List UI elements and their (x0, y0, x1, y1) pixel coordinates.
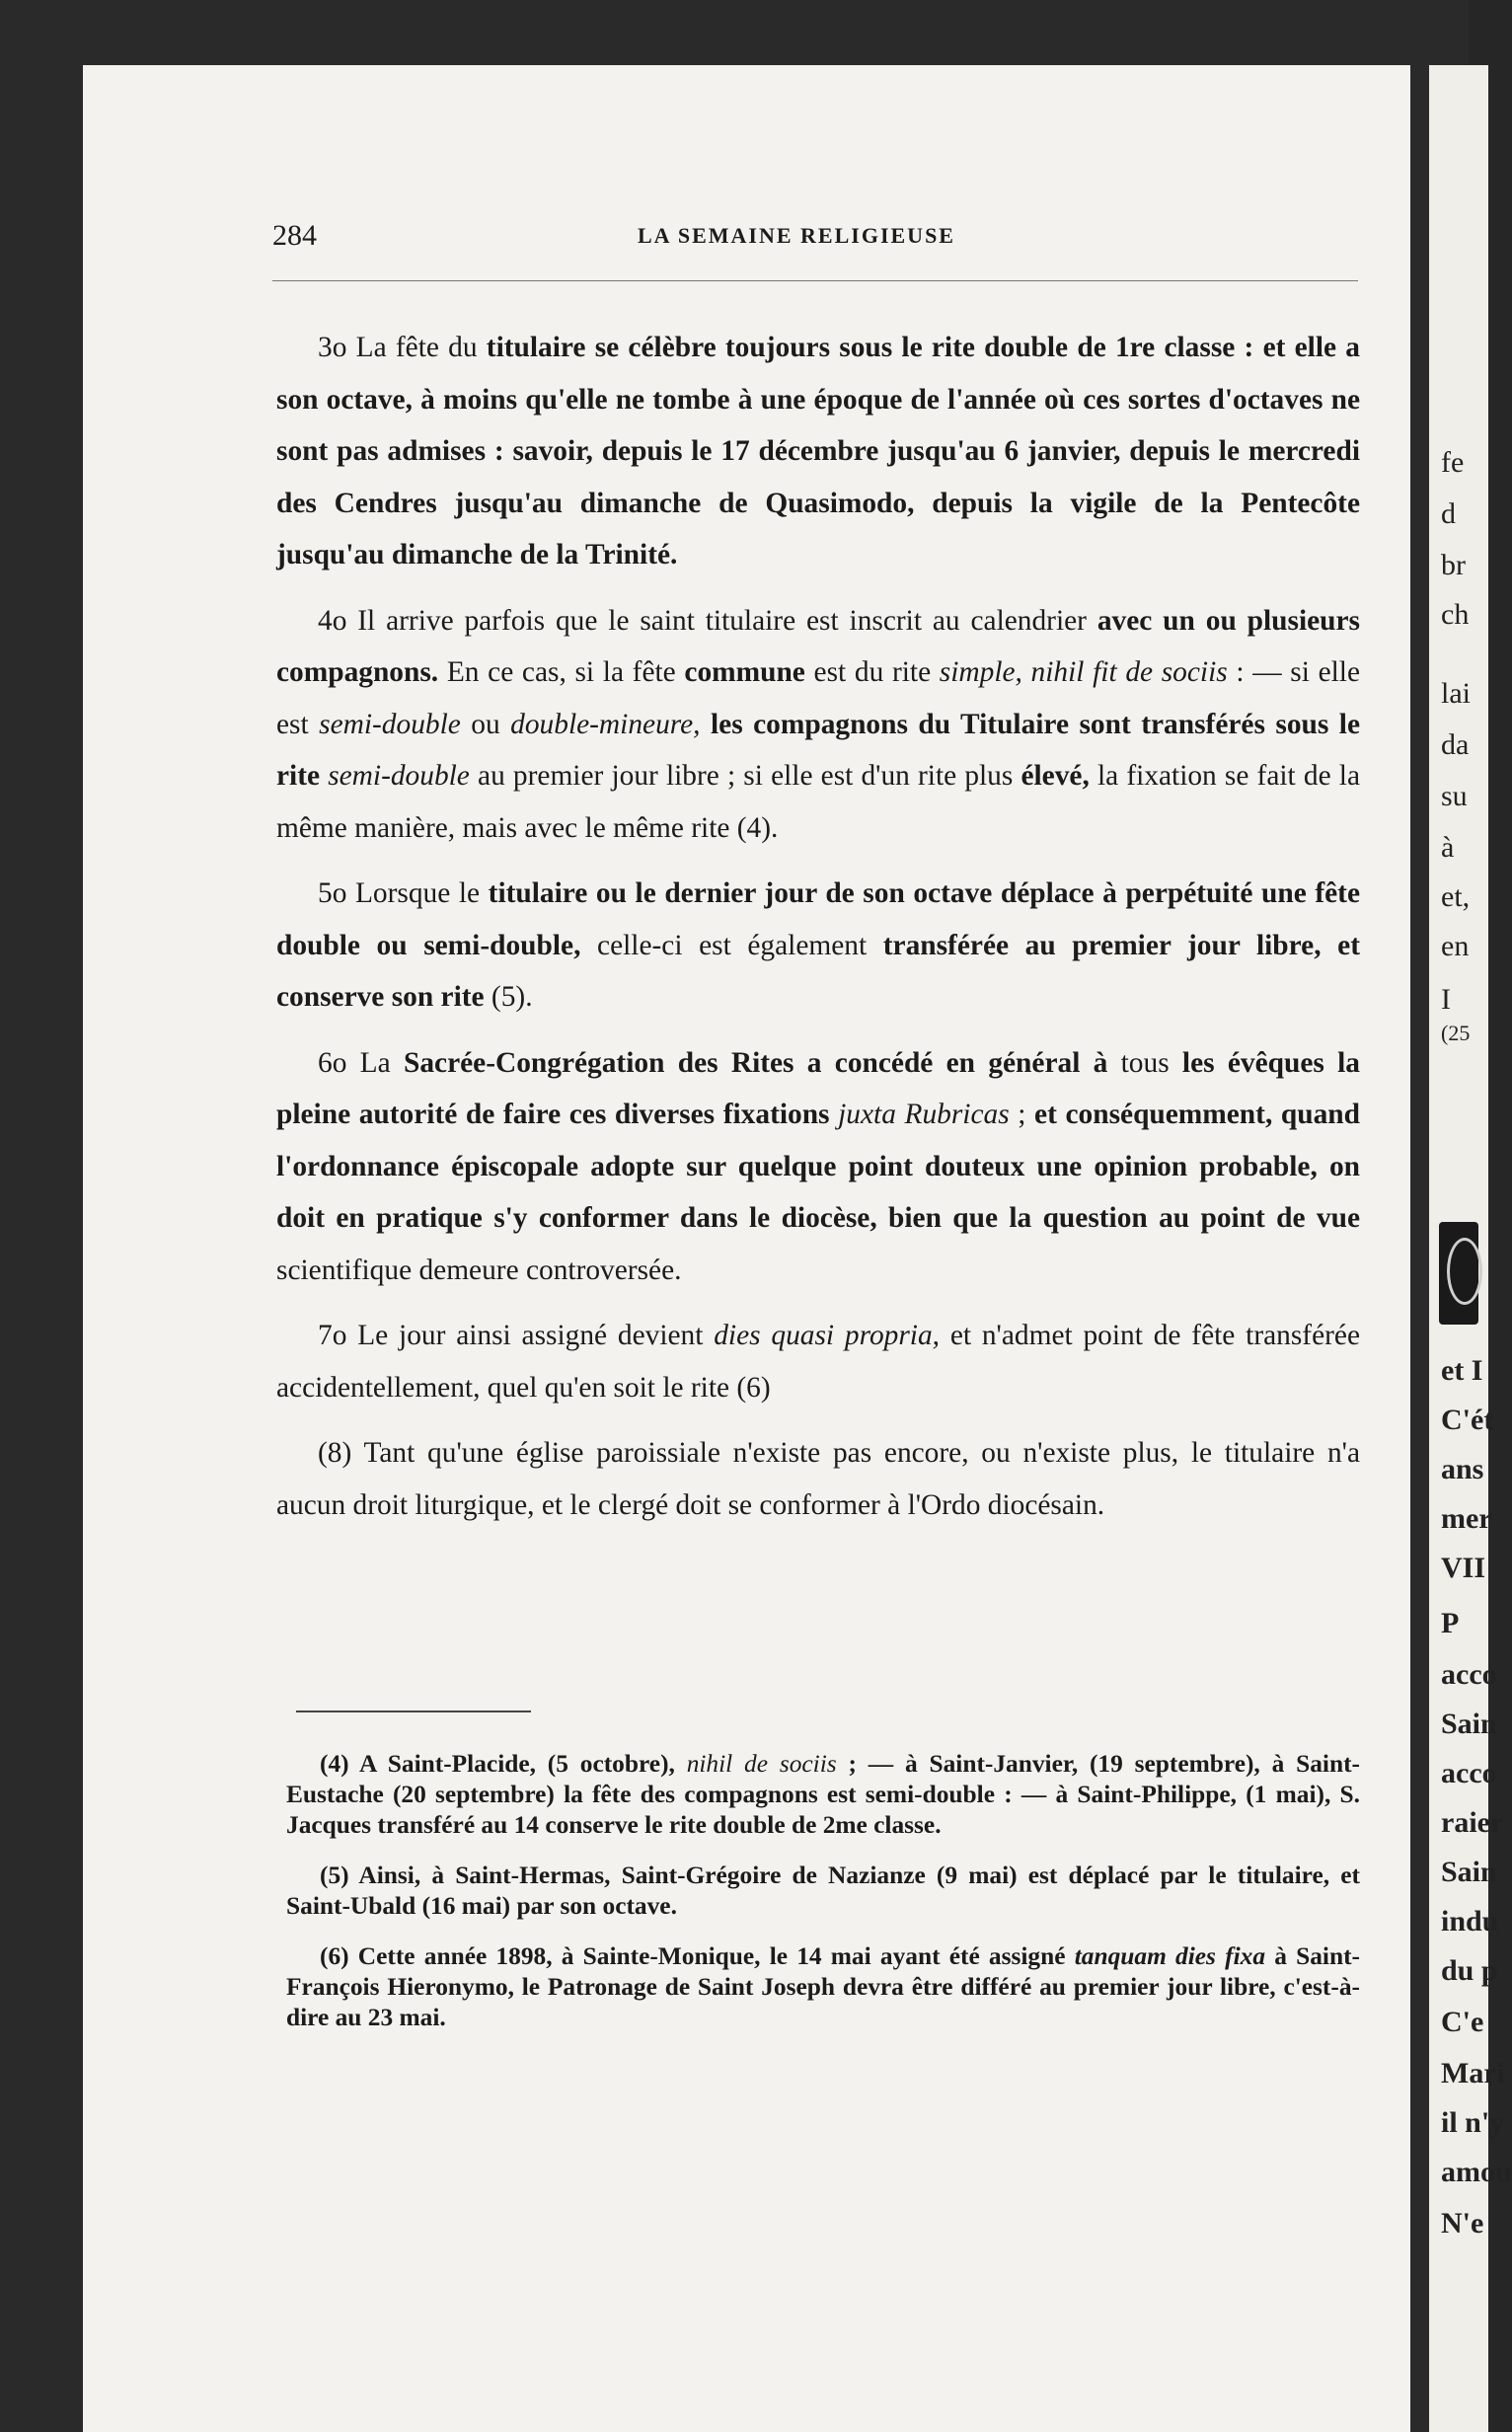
text-run: 6o La (318, 1046, 404, 1079)
text-run: ou (460, 708, 511, 740)
adjacent-fragment: fe (1441, 446, 1465, 479)
adjacent-fragment: su (1441, 780, 1468, 812)
text-run-bold: Sacrée-Congrégation des Rites a concédé en général à (403, 1046, 1108, 1079)
adjacent-fragment: ch (1441, 598, 1470, 631)
adjacent-fragment: lai (1441, 677, 1471, 710)
text-run: : — si elle est (276, 656, 1361, 740)
text-run-italic: double-mineure, (510, 708, 701, 740)
text-run-italic: juxta Rubricas (829, 1099, 1010, 1130)
text-run-italic: nihil de sociis (686, 1750, 837, 1778)
adjacent-fragment: Mari (1441, 2057, 1505, 2090)
text-run: 4o Il arrive parfois que le saint titulaire est inscrit au calendrier (318, 604, 1097, 637)
text-run: la fixation se fait de la même manière, mais avec le même rite (4). (276, 760, 1360, 844)
paragraph-5 (276, 868, 1360, 1024)
adjacent-fragment: Sain (1441, 1856, 1497, 1888)
paragraph-4 (276, 595, 1360, 855)
running-head (272, 219, 1362, 263)
text-run-bold: les compagnons du Titulaire sont transférés sous le rite (276, 708, 1360, 792)
adjacent-fragment: à (1441, 831, 1455, 864)
footnote-rule (296, 1710, 531, 1712)
text-run-bold: (6) Cette année 1898, à Sainte-Monique, le 14 mai ayant été assigné (320, 1942, 1075, 1970)
adjacent-fragment: (25 (1441, 1021, 1471, 1045)
text-run-italic: tanquam dies fixa (1074, 1942, 1266, 1970)
adjacent-fragment: acco (1441, 1757, 1497, 1789)
adjacent-fragment: da (1441, 728, 1470, 761)
footnotes (286, 1749, 1360, 2053)
adjacent-fragment: P (1441, 1607, 1460, 1639)
text-run: scientifique demeure controversée. (276, 1254, 682, 1286)
text-run-bold: ; — à Saint-Janvier, (19 septembre), à Saint-Eustache (20 septembre) la fête des compagnons est semi-double : — à Saint-Philippe, (1 mai), S. Jacques transféré au 14 conserve le rite double de 2me classe. (286, 1750, 1360, 1839)
adjacent-fragment: raier (1441, 1806, 1504, 1839)
text-run: En ce cas, si la fête (438, 656, 685, 688)
text-run-bold: les évêques la pleine autorité de faire ces diverses fixations (276, 1046, 1360, 1130)
text-run: 7o Le jour ainsi assigné devient (318, 1320, 715, 1351)
text-run: (8) Tant qu'une église paroissiale n'existe pas encore, ou n'existe plus, le titulaire n'a aucun droit liturgique, et le clergé doit se conformer à l'Ordo diocésain. (276, 1437, 1360, 1521)
paragraph-3 (276, 322, 1360, 581)
text-run: au premier jour libre ; si elle est d'un rite plus (469, 760, 1021, 792)
text-run-bold: titulaire se célèbre toujours sous le rite double de 1re classe : et elle a son octave, à moins qu'elle ne tombe à une époque de l'année où ces sortes d'octaves ne sont pas admises : savoir, depuis le 17 décembre jusqu'au 6 janvier, depuis le mercredi des Cendres jusqu'au dimanche de Quasimodo, depuis la vigile de la Pentecôte jusqu'au dimanche de la Trinité. (276, 332, 1360, 570)
adjacent-fragment: mer (1441, 1502, 1492, 1535)
text-run-bold: commune (684, 656, 805, 688)
text-run-italic: dies quasi propria, (714, 1320, 940, 1351)
adjacent-fragment: C'e (1441, 2006, 1484, 2038)
text-run-bold: et conséquemment, quand l'ordonnance épiscopale adopte sur quelque point douteux une opinion probable, on doit en pratique s'y conformer dans le diocèse, bien que la question au point de vue (276, 1099, 1360, 1234)
adjacent-fragment: ans (1441, 1453, 1484, 1485)
adjacent-fragment: du p (1441, 1954, 1498, 1987)
paragraph-8 (276, 1427, 1360, 1531)
text-run-bold: élevé, (1021, 760, 1090, 792)
adjacent-fragment: N'e (1441, 2207, 1484, 2240)
text-run: (5). (484, 981, 533, 1013)
text-run-italic: semi-double (319, 708, 461, 740)
adjacent-fragment: il n'y (1441, 2106, 1505, 2139)
text-run-italic: simple, nihil fit de sociis (939, 656, 1228, 688)
text-run: 5o Lorsque le (318, 877, 489, 909)
text-run-bold: (5) Ainsi, à Saint-Hermas, Saint-Grégoire de Nazianze (9 mai) est déplacé par le titulaire, et Saint-Ubald (16 mai) par son octave. (286, 1862, 1360, 1920)
footnote-4 (286, 1749, 1360, 1841)
adjacent-fragment: d (1441, 497, 1456, 530)
text-run-bold: avec un ou plusieurs compagnons. (276, 604, 1360, 688)
text-run: 3o La fête du (318, 332, 487, 363)
paragraph-7 (276, 1310, 1360, 1413)
text-run: est du rite (804, 656, 940, 688)
text-run: et n'admet point de fête transférée accidentellement, quel qu'en soit le rite (6) (276, 1320, 1361, 1404)
text-run: tous (1107, 1046, 1182, 1079)
text-run-bold: transférée au premier jour libre, et conserve son rite (276, 929, 1360, 1013)
header-rule (272, 280, 1358, 281)
paragraph-6 (276, 1037, 1360, 1297)
text-run-italic: semi-double (328, 760, 470, 792)
page-number: 284 (272, 219, 317, 252)
body-text (276, 322, 1360, 1545)
text-run-bold: à Saint-François Hieronymo, le Patronage de Saint Joseph devra être différé au premier jour libre, c'est-à-dire au 23 mai. (286, 1942, 1360, 2031)
running-title: LA SEMAINE RELIGIEUSE (638, 223, 955, 248)
adjacent-ornament-initial (1439, 1222, 1478, 1325)
footnote-6 (286, 1941, 1360, 2033)
adjacent-fragment: br (1441, 549, 1466, 581)
adjacent-fragment: amou (1441, 2156, 1512, 2188)
adjacent-fragment: Sain (1441, 1708, 1497, 1740)
adjacent-fragment: I (1441, 983, 1451, 1016)
adjacent-fragment: en (1441, 930, 1470, 962)
adjacent-fragment: VII (1441, 1552, 1486, 1584)
footnote-5 (286, 1861, 1360, 1922)
text-run-bold: (4) A Saint-Placide, (5 octobre), (320, 1750, 687, 1778)
text-run: celle-ci est également (580, 929, 883, 961)
text-run-bold: titulaire ou le dernier jour de son octave déplace à perpétuité une fête double ou semi-double, (276, 877, 1360, 961)
adjacent-fragment: C'ét (1441, 1404, 1494, 1436)
adjacent-fragment: et I (1441, 1354, 1483, 1387)
adjacent-page-edge (1429, 65, 1512, 2432)
text-run: ; (1009, 1099, 1035, 1130)
adjacent-fragment: indu (1441, 1905, 1499, 1938)
adjacent-fragment: et, (1441, 880, 1471, 913)
adjacent-fragment: acco (1441, 1658, 1497, 1691)
